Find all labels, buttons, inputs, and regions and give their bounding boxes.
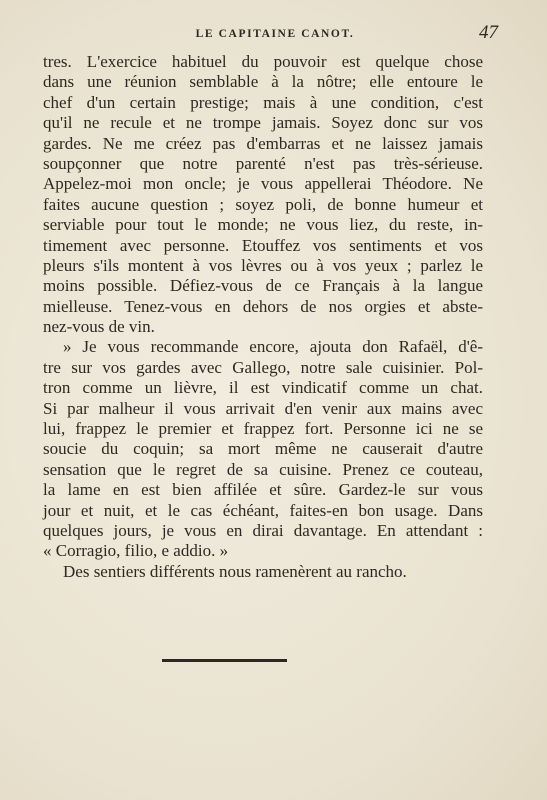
text-line: Des sentiers différents nous ramenèrent au rancho. <box>63 561 407 581</box>
page-header <box>60 22 498 44</box>
text-line: chef d'un certain prestige; mais à une condition, c'est <box>43 92 483 112</box>
text-line: soucie du coquin; sa mort même ne causerait d'autre <box>43 439 483 459</box>
text-line: faites aucune question ; soyez poli, de bonne humeur et <box>43 194 483 214</box>
text-line: timement avec personne. Etouffez vos sentiments et vos <box>43 235 483 255</box>
text-line: serviable pour tout le monde; ne vous liez, du reste, in- <box>43 215 483 235</box>
text-line: Si par malheur il vous arrivait d'en venir aux mains avec <box>43 398 483 418</box>
text-line: sensation que le regret de sa cuisine. Prenez ce couteau, <box>43 459 483 479</box>
text-line: pleurs s'ils montent à vos lèvres ou à vos yeux ; parlez le <box>43 255 483 275</box>
text-line: mielleuse. Tenez-vous en dehors de nos orgies et abste- <box>43 296 483 316</box>
text-line: soupçonner que notre parenté n'est pas très-sérieuse. <box>43 153 483 173</box>
text-line: tron comme un lièvre, il est vindicatif comme un chat. <box>43 378 483 398</box>
page-number: 47 <box>479 22 498 43</box>
text-line: lui, frappez le premier et frappez fort. Personne ici ne se <box>43 419 483 439</box>
text-line: qu'il ne recule et ne trompe jamais. Soyez donc sur vos <box>43 113 483 133</box>
running-title: LE CAPITAINE CANOT. <box>195 28 355 40</box>
text-line: Appelez-moi mon oncle; je vous appellerai Théodore. Ne <box>43 174 483 194</box>
text-line: jour et nuit, et le cas échéant, faites-en bon usage. Dans <box>43 500 483 520</box>
text-line: quelques jours, je vous en dirai davantage. En attendant : <box>43 520 483 540</box>
text-line: tre sur vos gardes avec Gallego, notre sale cuisinier. Pol- <box>43 357 483 377</box>
section-divider-rule <box>162 659 287 662</box>
text-line: dans une réunion semblable à la nôtre; elle entoure le <box>43 72 483 92</box>
body-text <box>43 52 483 582</box>
text-line: » Je vous recommande encore, ajouta don Rafaël, d'ê- <box>63 337 483 357</box>
text-line: tres. L'exercice habituel du pouvoir est quelque chose <box>43 52 483 71</box>
text-line: la lame en est bien affilée et sûre. Gardez-le sur vous <box>43 480 483 500</box>
text-line: gardes. Ne me créez pas d'embarras et ne laissez jamais <box>43 133 483 153</box>
text-line: « Corragio, filio, e addio. » <box>43 541 229 561</box>
text-line: nez-vous de vin. <box>43 317 155 337</box>
text-line: moins possible. Défiez-vous de ce Français à la langue <box>43 276 483 296</box>
